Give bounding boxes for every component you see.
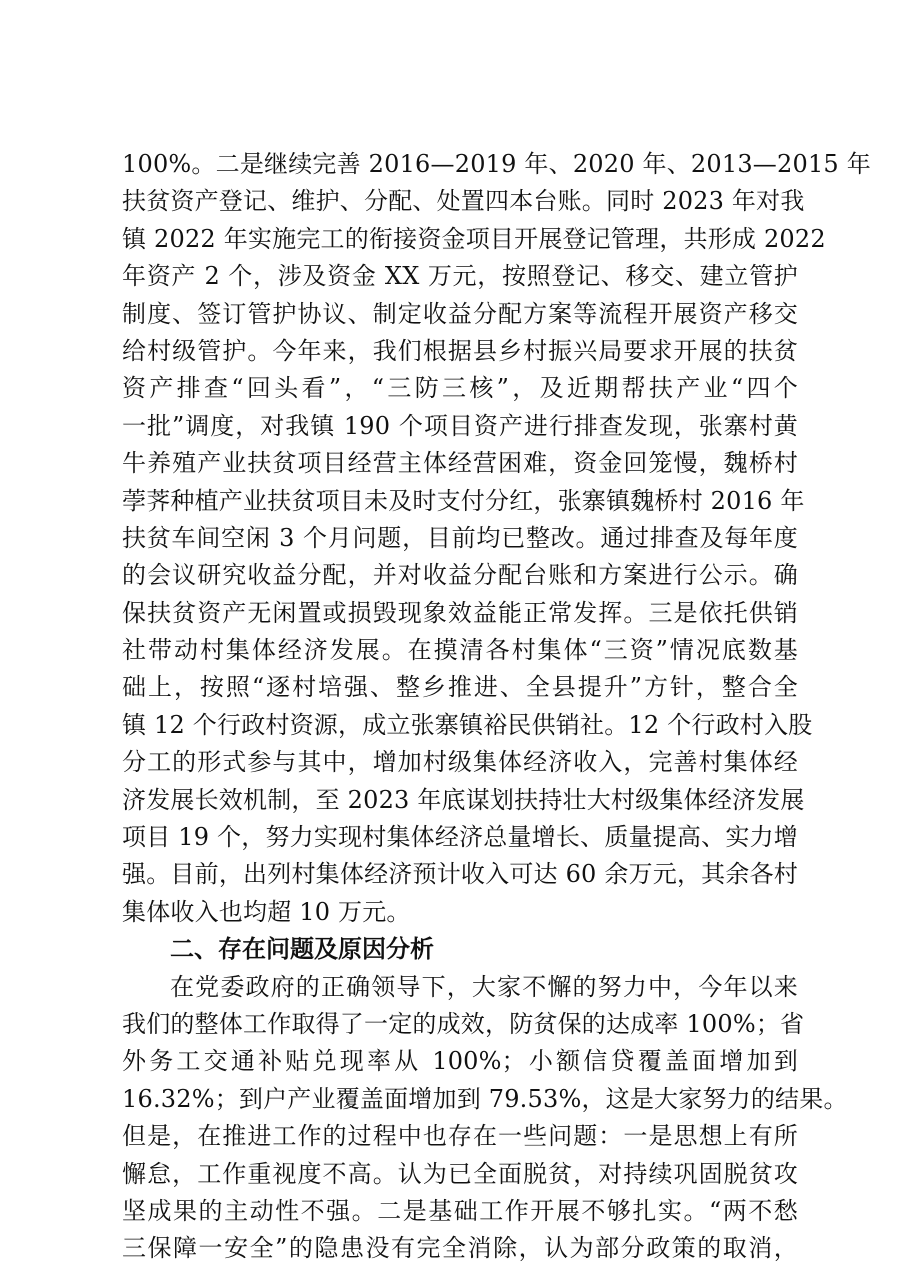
paragraph-line: 强。目前，出列村集体经济预计收入可达 60 余万元，其余各村 xyxy=(122,860,798,889)
paragraph-line: 集体收入也均超 10 万元。 xyxy=(122,897,411,926)
paragraph-line: 分工的形式参与其中，增加村级集体经济收入，完善村集体经 xyxy=(122,748,798,777)
paragraph-line: 济发展长效机制，至 2023 年底谋划扶持壮大村级集体经济发展 xyxy=(122,785,805,814)
paragraph-line: 坚成果的主动性不强。二是基础工作开展不够扎实。“两不愁 xyxy=(122,1196,798,1225)
paragraph-line: 社带动村集体经济发展。在摸清各村集体“三资”情况底数基 xyxy=(122,636,798,665)
paragraph-line: 年资产 2 个，涉及资金 XX 万元，按照登记、移交、建立管护 xyxy=(122,262,798,291)
section-heading: 二、存在问题及原因分析 xyxy=(170,935,434,964)
paragraph-line: 给村级管护。今年来，我们根据县乡村振兴局要求开展的扶贫 xyxy=(122,336,798,365)
paragraph-line: 镇 12 个行政村资源，成立张寨镇裕民供销社。12 个行政村入股 xyxy=(122,710,813,739)
paragraph-line: 三保障一安全”的隐患没有完全消除，认为部分政策的取消， xyxy=(122,1234,798,1263)
paragraph-line: 扶贫资产登记、维护、分配、处置四本台账。同时 2023 年对我 xyxy=(122,187,805,216)
paragraph-line: 础上，按照“逐村培强、整乡推进、全县提升”方针，整合全 xyxy=(122,673,798,702)
paragraph-line: 保扶贫资产无闲置或损毁现象效益能正常发挥。三是依托供销 xyxy=(122,598,798,627)
paragraph-line: 荸荠种植产业扶贫项目未及时支付分红，张寨镇魏桥村 2016 年 xyxy=(122,486,805,515)
paragraph-line: 但是，在推进工作的过程中也存在一些问题：一是思想上有所 xyxy=(122,1122,798,1151)
paragraph-line: 扶贫车间空闲 3 个月问题，目前均已整改。通过排查及每年度 xyxy=(122,523,798,552)
document-body xyxy=(122,146,871,1268)
paragraph-line: 在党委政府的正确领导下，大家不懈的努力中，今年以来 xyxy=(170,972,798,1001)
paragraph-line: 外务工交通补贴兑现率从 100%；小额信贷覆盖面增加到 xyxy=(122,1047,798,1076)
paragraph-line: 我们的整体工作取得了一定的成效，防贫保的达成率 100%；省 xyxy=(122,1009,805,1038)
paragraph-line: 的会议研究收益分配，并对收益分配台账和方案进行公示。确 xyxy=(122,561,798,590)
paragraph-line: 镇 2022 年实施完工的衔接资金项目开展登记管理，共形成 2022 xyxy=(122,224,826,253)
paragraph-line: 懈怠，工作重视度不高。认为已全面脱贫，对持续巩固脱贫攻 xyxy=(122,1159,798,1188)
paragraph-line: 资产排查“回头看”，“三防三核”，及近期帮扶产业“四个 xyxy=(122,374,798,403)
paragraph-line: 16.32%；到户产业覆盖面增加到 79.53%，这是大家努力的结果。 xyxy=(122,1084,848,1113)
paragraph-line: 项目 19 个，努力实现村集体经济总量增长、质量提高、实力增 xyxy=(122,823,798,852)
paragraph-line: 制度、签订管护协议、制定收益分配方案等流程开展资产移交 xyxy=(122,299,798,328)
paragraph-line: 牛养殖产业扶贫项目经营主体经营困难，资金回笼慢，魏桥村 xyxy=(122,449,798,478)
paragraph-line: 100%。二是继续完善 2016—2019 年、2020 年、2013—2015 年 xyxy=(122,150,871,178)
paragraph-line: 一批”调度，对我镇 190 个项目资产进行排查发现，张寨村黄 xyxy=(122,411,798,440)
